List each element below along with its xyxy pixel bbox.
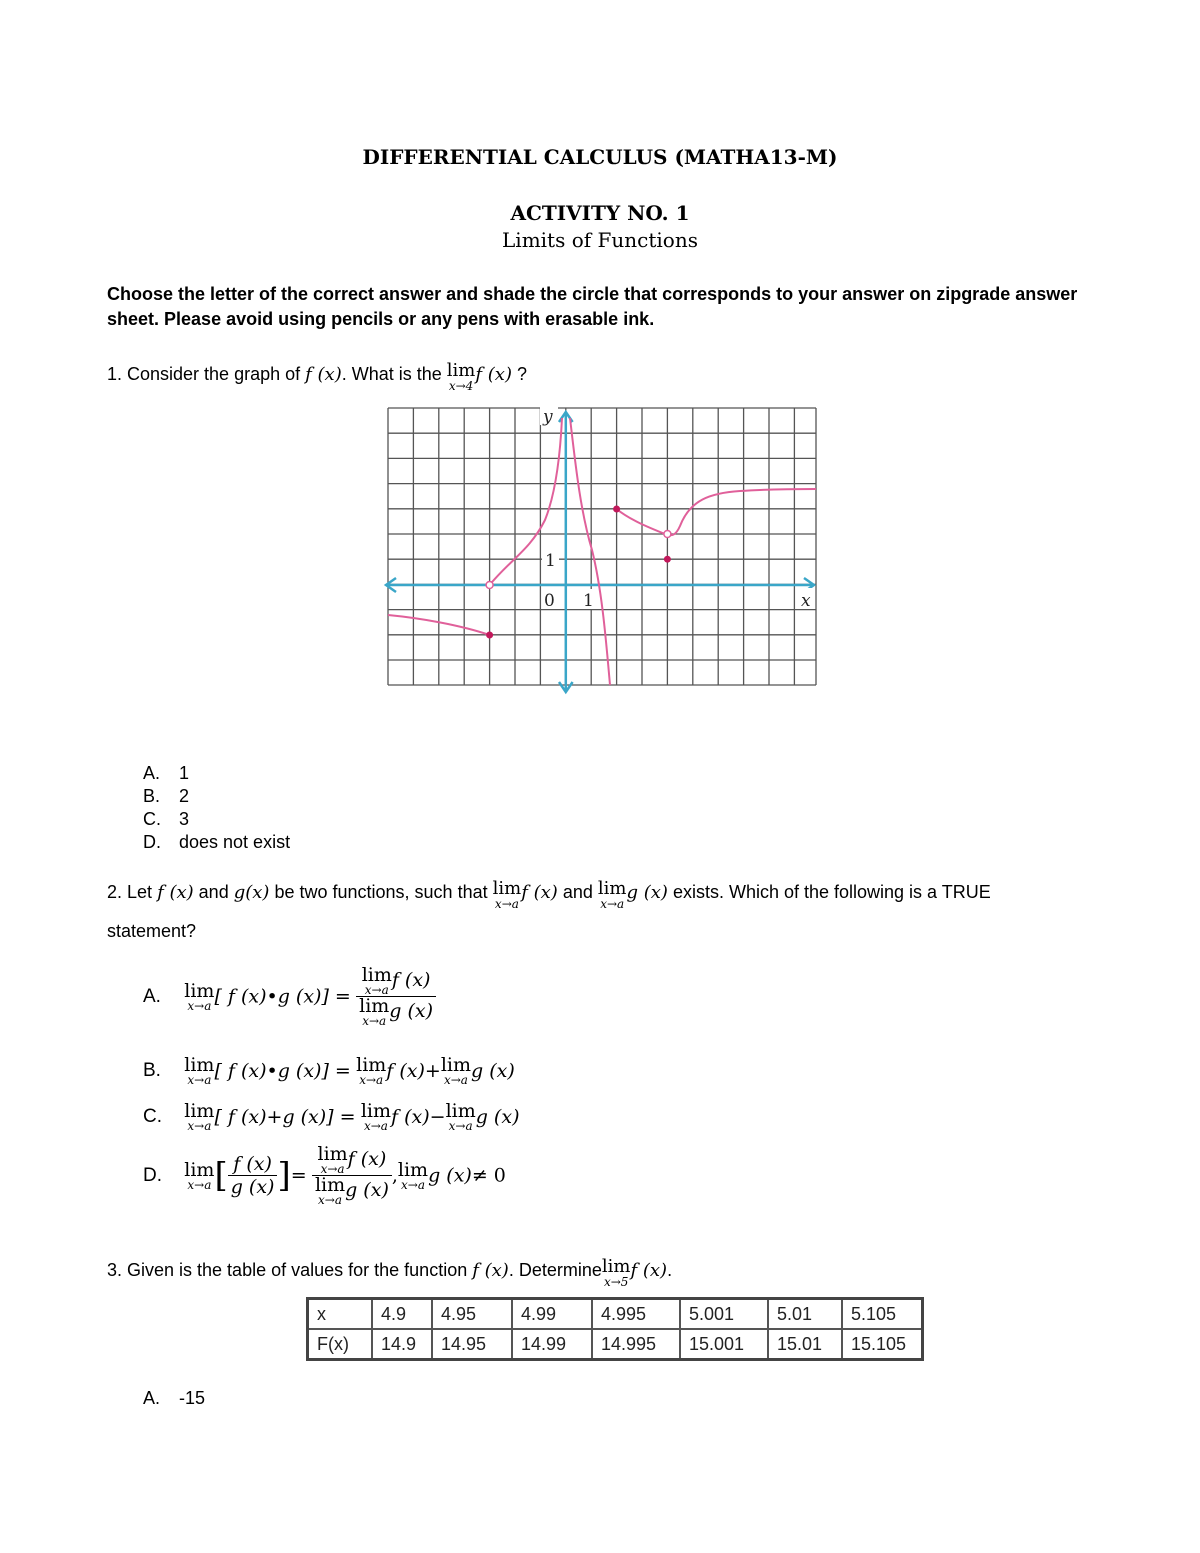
q2-lim-g-text: lim bbox=[597, 878, 627, 899]
origin-label: 0 bbox=[544, 591, 555, 611]
q2d-lim bbox=[184, 1158, 215, 1192]
q2b-gx: g (x) bbox=[471, 1060, 515, 1082]
q2c-lim-text: lim bbox=[184, 1100, 215, 1122]
q3-limit bbox=[602, 1258, 631, 1288]
q2d-cond-lim-text: lim bbox=[397, 1158, 429, 1181]
q2c-lim-g-sub: x→a bbox=[448, 1119, 473, 1133]
q2b-plus: + bbox=[424, 1060, 441, 1082]
course-title: DIFFERENTIAL CALCULUS (MATHA13-M) bbox=[362, 145, 838, 169]
q2-limit-f bbox=[493, 880, 522, 910]
q1-option-c[interactable] bbox=[143, 808, 189, 830]
q1-prefix: 1. Consider the graph of bbox=[107, 364, 301, 384]
q2c-lim-f-sub: x→a bbox=[363, 1119, 388, 1133]
q2d-right-bracket: ] bbox=[277, 1155, 291, 1196]
table-cell: 5.01 bbox=[768, 1299, 842, 1330]
q2-lim-f-sub: x→a bbox=[494, 897, 519, 911]
q2c-minus: − bbox=[429, 1106, 446, 1128]
q2a-fraction bbox=[356, 966, 436, 1027]
q1-middle: . What is the bbox=[341, 364, 442, 384]
q2d-fraction bbox=[312, 1145, 392, 1206]
q2-option-d[interactable] bbox=[143, 1145, 506, 1206]
question-1 bbox=[107, 362, 527, 392]
q2d-num-lim bbox=[318, 1145, 348, 1175]
q2-option-b-letter: B. bbox=[143, 1060, 161, 1081]
q1-option-b[interactable] bbox=[143, 785, 189, 807]
table-cell: 4.99 bbox=[512, 1299, 592, 1330]
table-cell: 14.95 bbox=[432, 1329, 512, 1360]
q2a-lim-sub: x→a bbox=[187, 998, 212, 1013]
q2a-den-lim-sub: x→a bbox=[362, 1014, 387, 1028]
q2a-lim-text: lim bbox=[184, 979, 215, 1002]
q1-suffix: ? bbox=[517, 364, 528, 384]
q2a-num-lim-sub: x→a bbox=[364, 983, 389, 997]
table-row-x bbox=[308, 1299, 923, 1330]
q2-lim-g-sub: x→a bbox=[600, 897, 625, 911]
q2a-den-lim-text: lim bbox=[359, 995, 390, 1017]
q1-lim-text: lim bbox=[446, 360, 476, 381]
q2d-comma: , bbox=[391, 1164, 398, 1187]
q2-g: g(x) bbox=[233, 882, 270, 903]
q2d-left-bracket: [ bbox=[214, 1155, 228, 1196]
q2-lim-gx: g (x) bbox=[626, 882, 668, 903]
question-2 bbox=[107, 880, 991, 910]
q1-option-d[interactable] bbox=[143, 831, 290, 853]
q2c-lim-f bbox=[361, 1102, 391, 1132]
q2d-inner-fraction bbox=[228, 1153, 278, 1198]
q2a-num-lim bbox=[362, 966, 392, 996]
closed-point-left bbox=[486, 632, 493, 639]
q2-option-c-letter: C. bbox=[143, 1106, 162, 1127]
q2-option-c[interactable] bbox=[143, 1102, 519, 1132]
q2a-den-gx: g (x) bbox=[389, 1000, 434, 1022]
q1-lim-func: f (x) bbox=[475, 364, 512, 385]
q1-option-a[interactable] bbox=[143, 762, 189, 784]
q1-lim-sub: x→4 bbox=[448, 379, 474, 393]
q2d-num-fx: f (x) bbox=[347, 1148, 387, 1170]
q2b-lim-f bbox=[356, 1056, 386, 1086]
q3-option-a-text: -15 bbox=[179, 1388, 206, 1408]
table-cell: 4.9 bbox=[372, 1299, 432, 1330]
q2d-den-lim bbox=[315, 1176, 345, 1206]
x-axis-label: x bbox=[801, 591, 811, 611]
table-cell: 15.001 bbox=[680, 1329, 768, 1360]
q2d-cond: ≠ 0 bbox=[471, 1164, 506, 1187]
q3-lim-text: lim bbox=[601, 1256, 631, 1277]
q2b-lim-f-sub: x→a bbox=[359, 1073, 384, 1087]
q2c-lim-g bbox=[446, 1102, 476, 1132]
q2c-lim-sub: x→a bbox=[187, 1119, 212, 1133]
q1-option-a-letter: A. bbox=[143, 763, 161, 783]
q2-and-2: and bbox=[562, 882, 593, 902]
q2-lim-fx: f (x) bbox=[521, 882, 558, 903]
q2a-num-lim-text: lim bbox=[361, 964, 392, 986]
q2a-lhs: [ f (x)•g (x)] = bbox=[214, 985, 351, 1008]
q2b-lim-g bbox=[441, 1056, 471, 1086]
q2d-den-lim-text: lim bbox=[314, 1174, 346, 1196]
q2-option-d-letter: D. bbox=[143, 1164, 162, 1186]
q2b-lim bbox=[184, 1056, 214, 1086]
open-point-hole bbox=[664, 531, 671, 538]
q2d-numerator bbox=[312, 1145, 392, 1176]
q2d-den-lim-sub: x→a bbox=[318, 1193, 343, 1207]
q2d-den-gx: g (x) bbox=[345, 1179, 389, 1201]
q2-text-3: exists. Which of the following is a TRUE bbox=[672, 882, 991, 902]
graph-axes bbox=[386, 412, 814, 692]
table-cell: 5.105 bbox=[842, 1299, 923, 1330]
q3-prefix: 3. Given is the table of values for the function bbox=[107, 1260, 468, 1280]
q2d-inner-den: g (x) bbox=[230, 1176, 275, 1198]
q2a-den-lim bbox=[359, 997, 389, 1027]
q3-option-a-letter: A. bbox=[143, 1388, 161, 1408]
q2b-lim-sub: x→a bbox=[187, 1073, 212, 1087]
q2d-lim-sub: x→a bbox=[187, 1177, 212, 1192]
q3-lim-func: f (x) bbox=[630, 1260, 668, 1281]
q2-limit-g bbox=[598, 880, 627, 910]
q1-option-c-letter: C. bbox=[143, 809, 161, 829]
q1-func: f (x) bbox=[305, 364, 342, 385]
q2-text-1: 2. Let bbox=[107, 882, 153, 902]
q2a-numerator bbox=[356, 966, 436, 997]
closed-point-at-4 bbox=[664, 556, 671, 563]
q2d-num-lim-text: lim bbox=[317, 1143, 348, 1165]
activity-subtitle: Limits of Functions bbox=[502, 228, 698, 252]
q1-option-a-text: 1 bbox=[179, 763, 190, 783]
q2d-cond-lim bbox=[397, 1158, 429, 1192]
graph-grid bbox=[388, 408, 816, 685]
q2b-lim-g-text: lim bbox=[440, 1054, 472, 1076]
curve-right-segment bbox=[617, 489, 816, 535]
q2d-equals: = bbox=[290, 1164, 307, 1187]
table-cell: 15.01 bbox=[768, 1329, 842, 1360]
q2c-gx: g (x) bbox=[475, 1106, 520, 1128]
q2-f: f (x) bbox=[157, 882, 194, 903]
q1-option-d-letter: D. bbox=[143, 832, 161, 852]
table-label-f: F(x) bbox=[308, 1329, 373, 1360]
q2c-fx: f (x) bbox=[391, 1106, 430, 1128]
q1-graph bbox=[380, 400, 825, 700]
q2b-lim-g-sub: x→a bbox=[443, 1073, 468, 1087]
q2c-lim-f-text: lim bbox=[360, 1100, 392, 1122]
table-cell: 4.995 bbox=[592, 1299, 680, 1330]
q3-func: f (x) bbox=[472, 1260, 509, 1281]
q1-option-c-text: 3 bbox=[179, 809, 190, 829]
table-cell: 14.995 bbox=[592, 1329, 680, 1360]
q2b-lim-f-text: lim bbox=[356, 1054, 387, 1076]
q2b-fx: f (x) bbox=[386, 1060, 425, 1082]
q2c-lhs: [ f (x)+g (x)] = bbox=[214, 1106, 356, 1128]
table-cell: 14.99 bbox=[512, 1329, 592, 1360]
q2d-cond-gx: g (x) bbox=[428, 1164, 472, 1187]
table-label-x: x bbox=[308, 1299, 373, 1330]
q2d-lim-text: lim bbox=[184, 1158, 215, 1181]
q2-option-a-letter: A. bbox=[143, 985, 161, 1007]
activity-title: ACTIVITY NO. 1 bbox=[510, 201, 690, 225]
q2c-lim-g-text: lim bbox=[445, 1100, 476, 1122]
q3-values-table bbox=[306, 1297, 924, 1361]
table-cell: 14.9 bbox=[372, 1329, 432, 1360]
table-row-f bbox=[308, 1329, 923, 1360]
q2d-inner-num: f (x) bbox=[228, 1153, 278, 1176]
q2b-lim-text: lim bbox=[184, 1054, 215, 1076]
question-3 bbox=[107, 1258, 672, 1288]
q2a-denominator bbox=[356, 997, 436, 1027]
q2b-lhs: [ f (x)•g (x)] = bbox=[214, 1060, 351, 1082]
open-point-origin-left bbox=[486, 582, 493, 589]
table-cell: 5.001 bbox=[680, 1299, 768, 1330]
q3-lim-sub: x→5 bbox=[603, 1275, 629, 1289]
q2-text-2: be two functions, such that bbox=[274, 882, 488, 902]
closed-point-jump bbox=[613, 506, 620, 513]
q2d-cond-lim-sub: x→a bbox=[401, 1177, 425, 1192]
q2d-num-lim-sub: x→a bbox=[320, 1162, 345, 1176]
q1-option-b-letter: B. bbox=[143, 786, 161, 806]
q1-option-b-text: 2 bbox=[179, 786, 190, 806]
instructions: Choose the letter of the correct answer and shade the circle that corresponds to your answer on zipgrade answer sheet. Please avoid using pencils or any pens with erasable ink. bbox=[107, 284, 1078, 329]
q2c-lim bbox=[184, 1102, 214, 1132]
y-axis-label: y bbox=[543, 407, 553, 427]
table-cell: 4.95 bbox=[432, 1299, 512, 1330]
q2-option-a[interactable] bbox=[143, 966, 436, 1027]
q3-option-a[interactable] bbox=[143, 1387, 205, 1409]
q2a-num-fx: f (x) bbox=[391, 969, 431, 991]
q2-lim-f-text: lim bbox=[492, 878, 522, 899]
q1-option-d-text: does not exist bbox=[179, 832, 291, 852]
y-tick-1: 1 bbox=[545, 551, 556, 571]
q2-text-4: statement? bbox=[107, 921, 197, 941]
x-tick-1: 1 bbox=[583, 591, 594, 611]
q2-option-b[interactable] bbox=[143, 1056, 515, 1086]
q1-limit bbox=[447, 362, 476, 392]
q2-and-1: and bbox=[198, 882, 229, 902]
table-cell: 15.105 bbox=[842, 1329, 923, 1360]
q3-middle: . Determine bbox=[508, 1260, 602, 1280]
q2a-lim bbox=[184, 979, 215, 1013]
q2d-denominator bbox=[312, 1176, 392, 1206]
q3-suffix: . bbox=[667, 1260, 673, 1280]
